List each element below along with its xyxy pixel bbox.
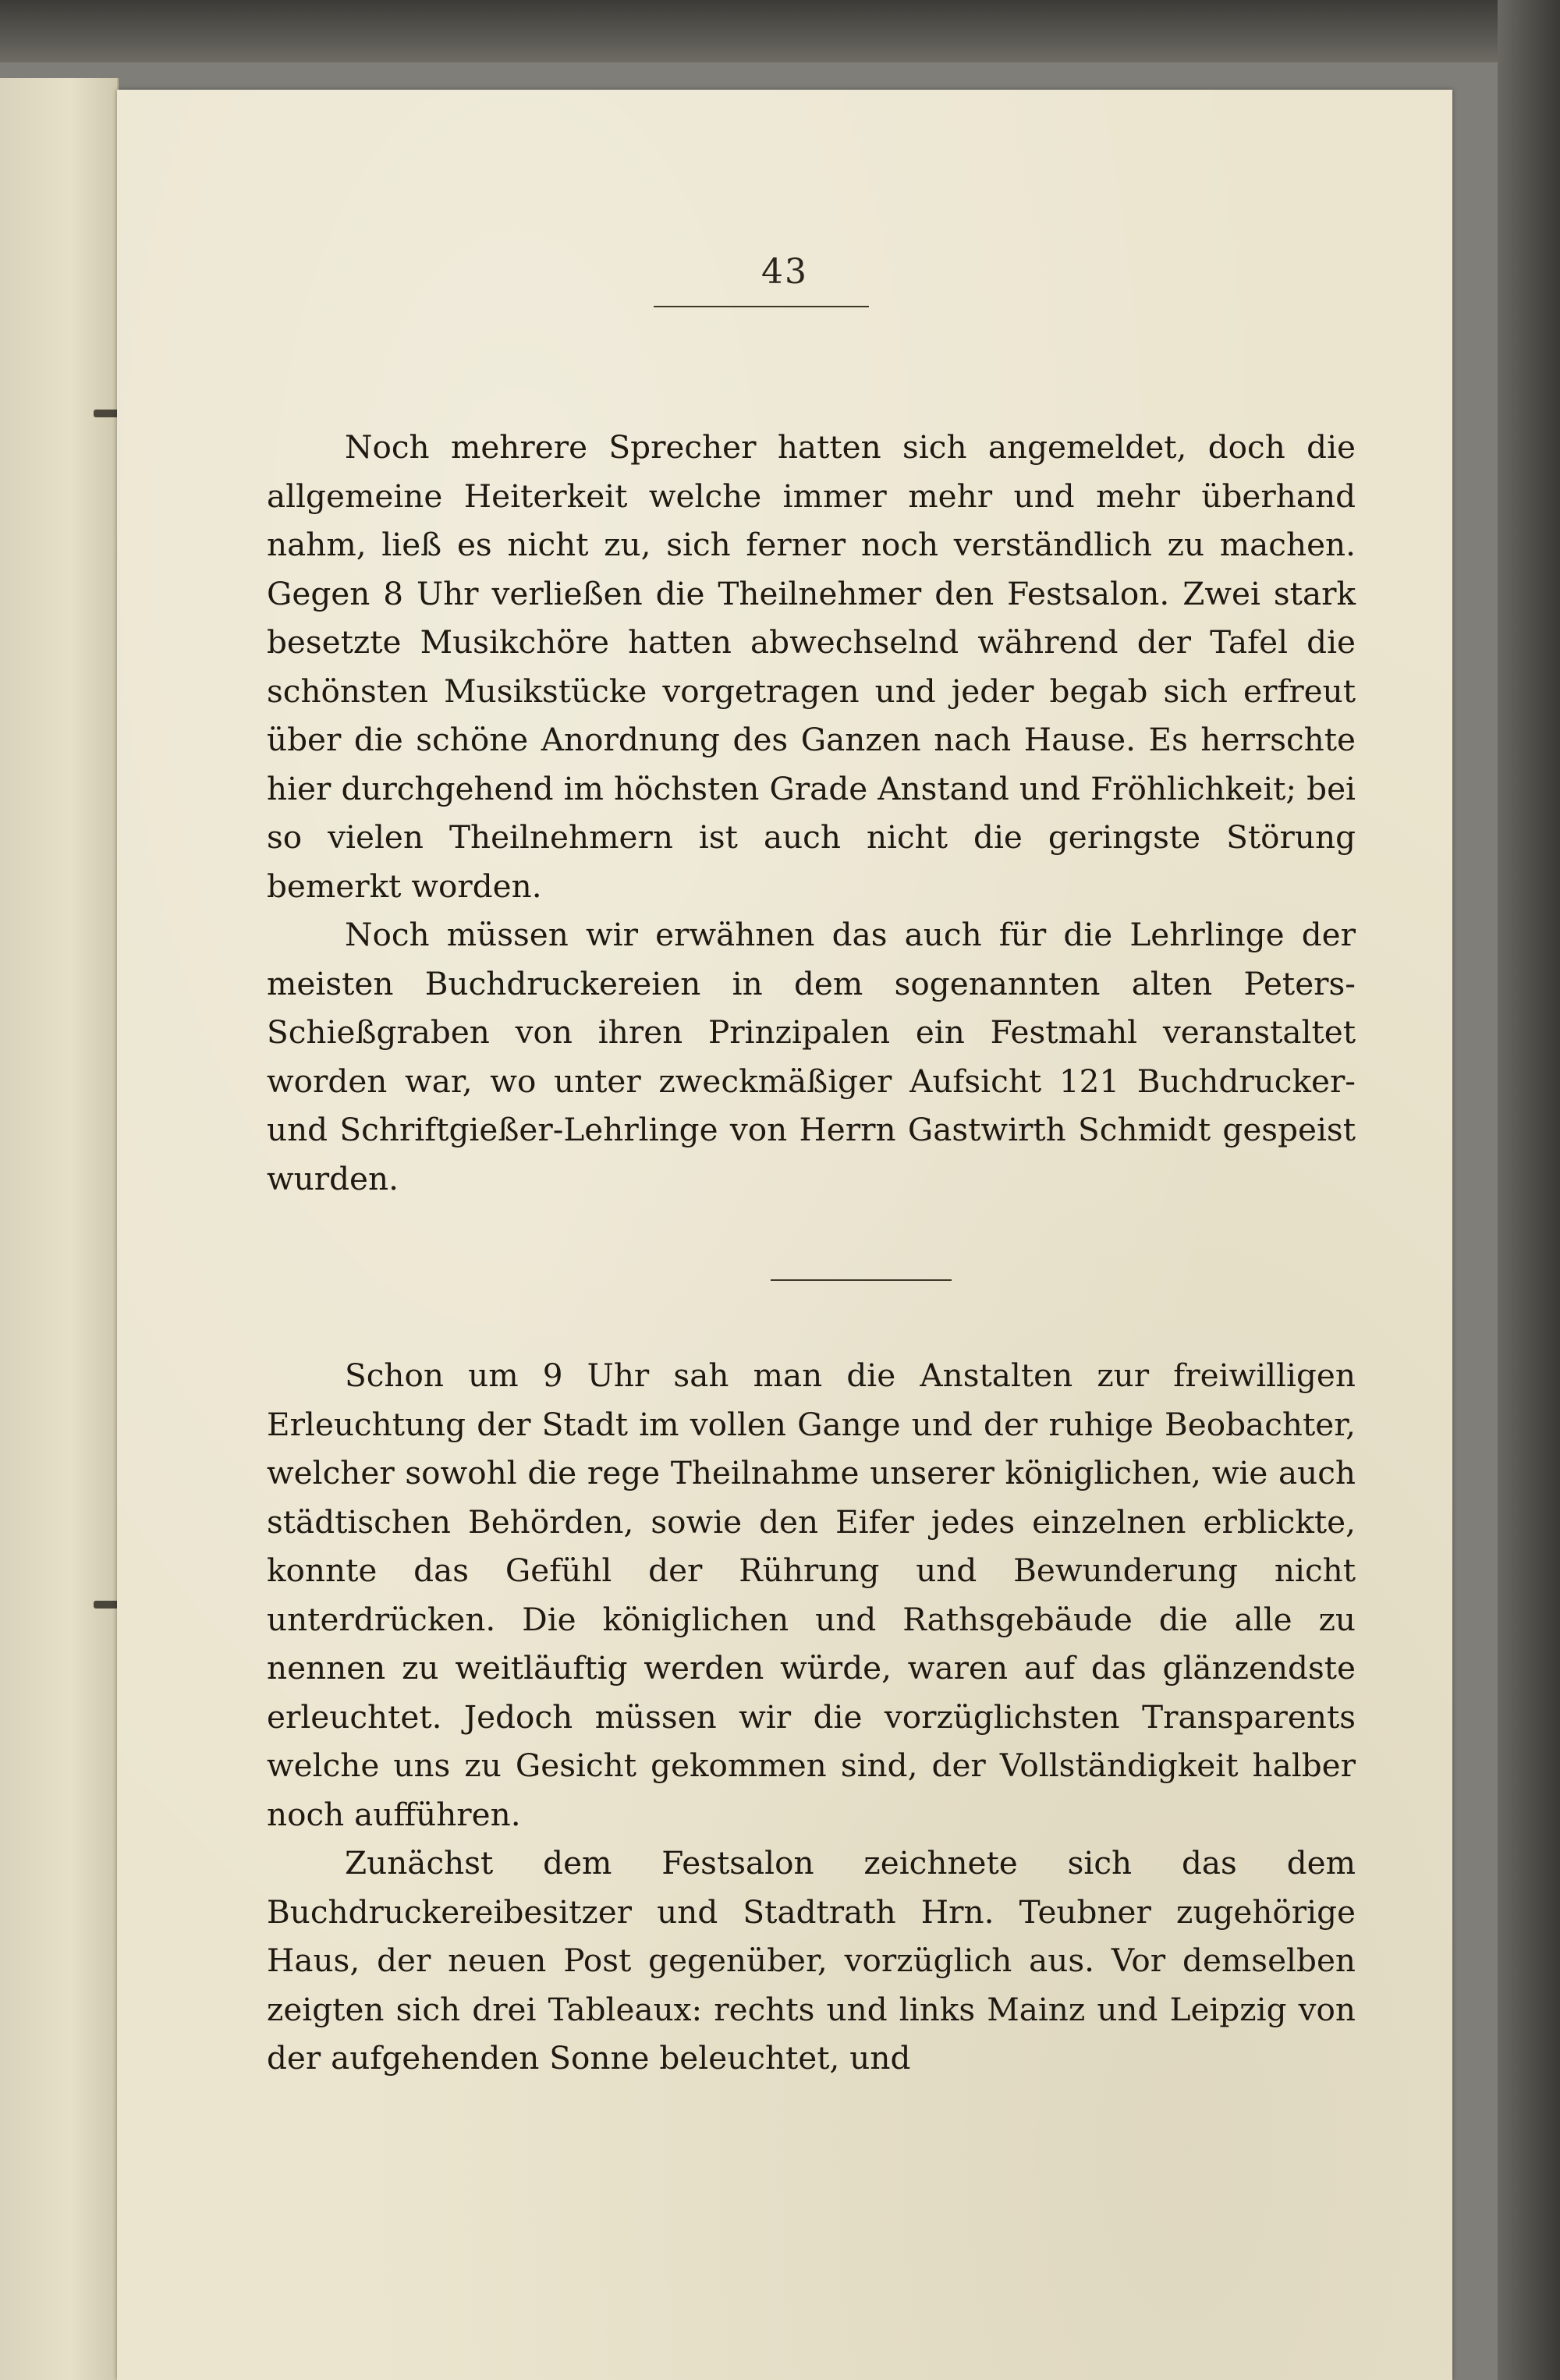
paragraph: Schon um 9 Uhr sah man die Anstalten zur freiwilligen Erleuchtung der Stadt im vollen Gange und der ruhige Beobachter, welcher sowohl die rege Theilnahme unserer königlichen, wie auch städtischen Behörden, sowie den Eifer jedes einzelnen erblickte, konnte das Gefühl der Rührung und Bewunderung nicht unterdrücken. Die königlichen und Rathsgebäude die alle zu nennen zu weitläuftig werden würde, waren auf das glänzendste erleuchtet. Jedoch müssen wir die vorzüglichsten Transparents welche uns zu Gesicht gekommen sind, der Vollständigkeit halber noch aufführen. (267, 1357, 1356, 1833)
book-page (117, 90, 1452, 2380)
paragraph: Zunächst dem Festsalon zeichnete sich das dem Buchdruckereibesitzer und Stadtrath Hrn. Teubner zugehörige Haus, der neuen Post gegenüber, vorzüglich aus. Vor demselben zeigten sich drei Tableaux: rechts und links Mainz und Leipzig von der aufgehenden Sonne beleuchtet, und (267, 1844, 1356, 2077)
header-rule (654, 306, 869, 307)
text-section-1 (267, 423, 1356, 1203)
page-number: 43 (761, 252, 808, 292)
text-section-2 (267, 1351, 1356, 2083)
previous-page-edge (0, 78, 119, 2380)
paragraph: Noch mehrere Sprecher hatten sich angemeldet, doch die allgemeine Heiterkeit welche immer mehr und mehr überhand nahm, ließ es nicht zu, sich ferner noch verständlich zu machen. Gegen 8 Uhr verließen die Theilnehmer den Festsalon. Zwei stark besetzte Musikchöre hatten abwechselnd während der Tafel die schönsten Musikstücke vorgetragen und jeder begab sich erfreut über die schöne Anordnung des Ganzen nach Hause. Es herrschte hier durchgehend im höchsten Grade Anstand und Fröhlichkeit; bei so vielen Theilnehmern ist auch nicht die geringste Störung bemerkt worden. (267, 428, 1356, 905)
scan-frame-top (0, 0, 1560, 62)
paragraph: Noch müssen wir erwähnen das auch für die Lehrlinge der meisten Buchdruckereien in dem sogenannten alten Peters-Schießgraben von ihren Prinzipalen ein Festmahl veranstaltet worden war, wo unter zweckmäßiger Aufsicht 121 Buchdrucker- und Schriftgießer-Lehrlinge von Herrn Gastwirth Schmidt gespeist wurden. (267, 916, 1356, 1197)
section-divider (771, 1279, 952, 1281)
scan-frame-right (1498, 0, 1560, 2380)
